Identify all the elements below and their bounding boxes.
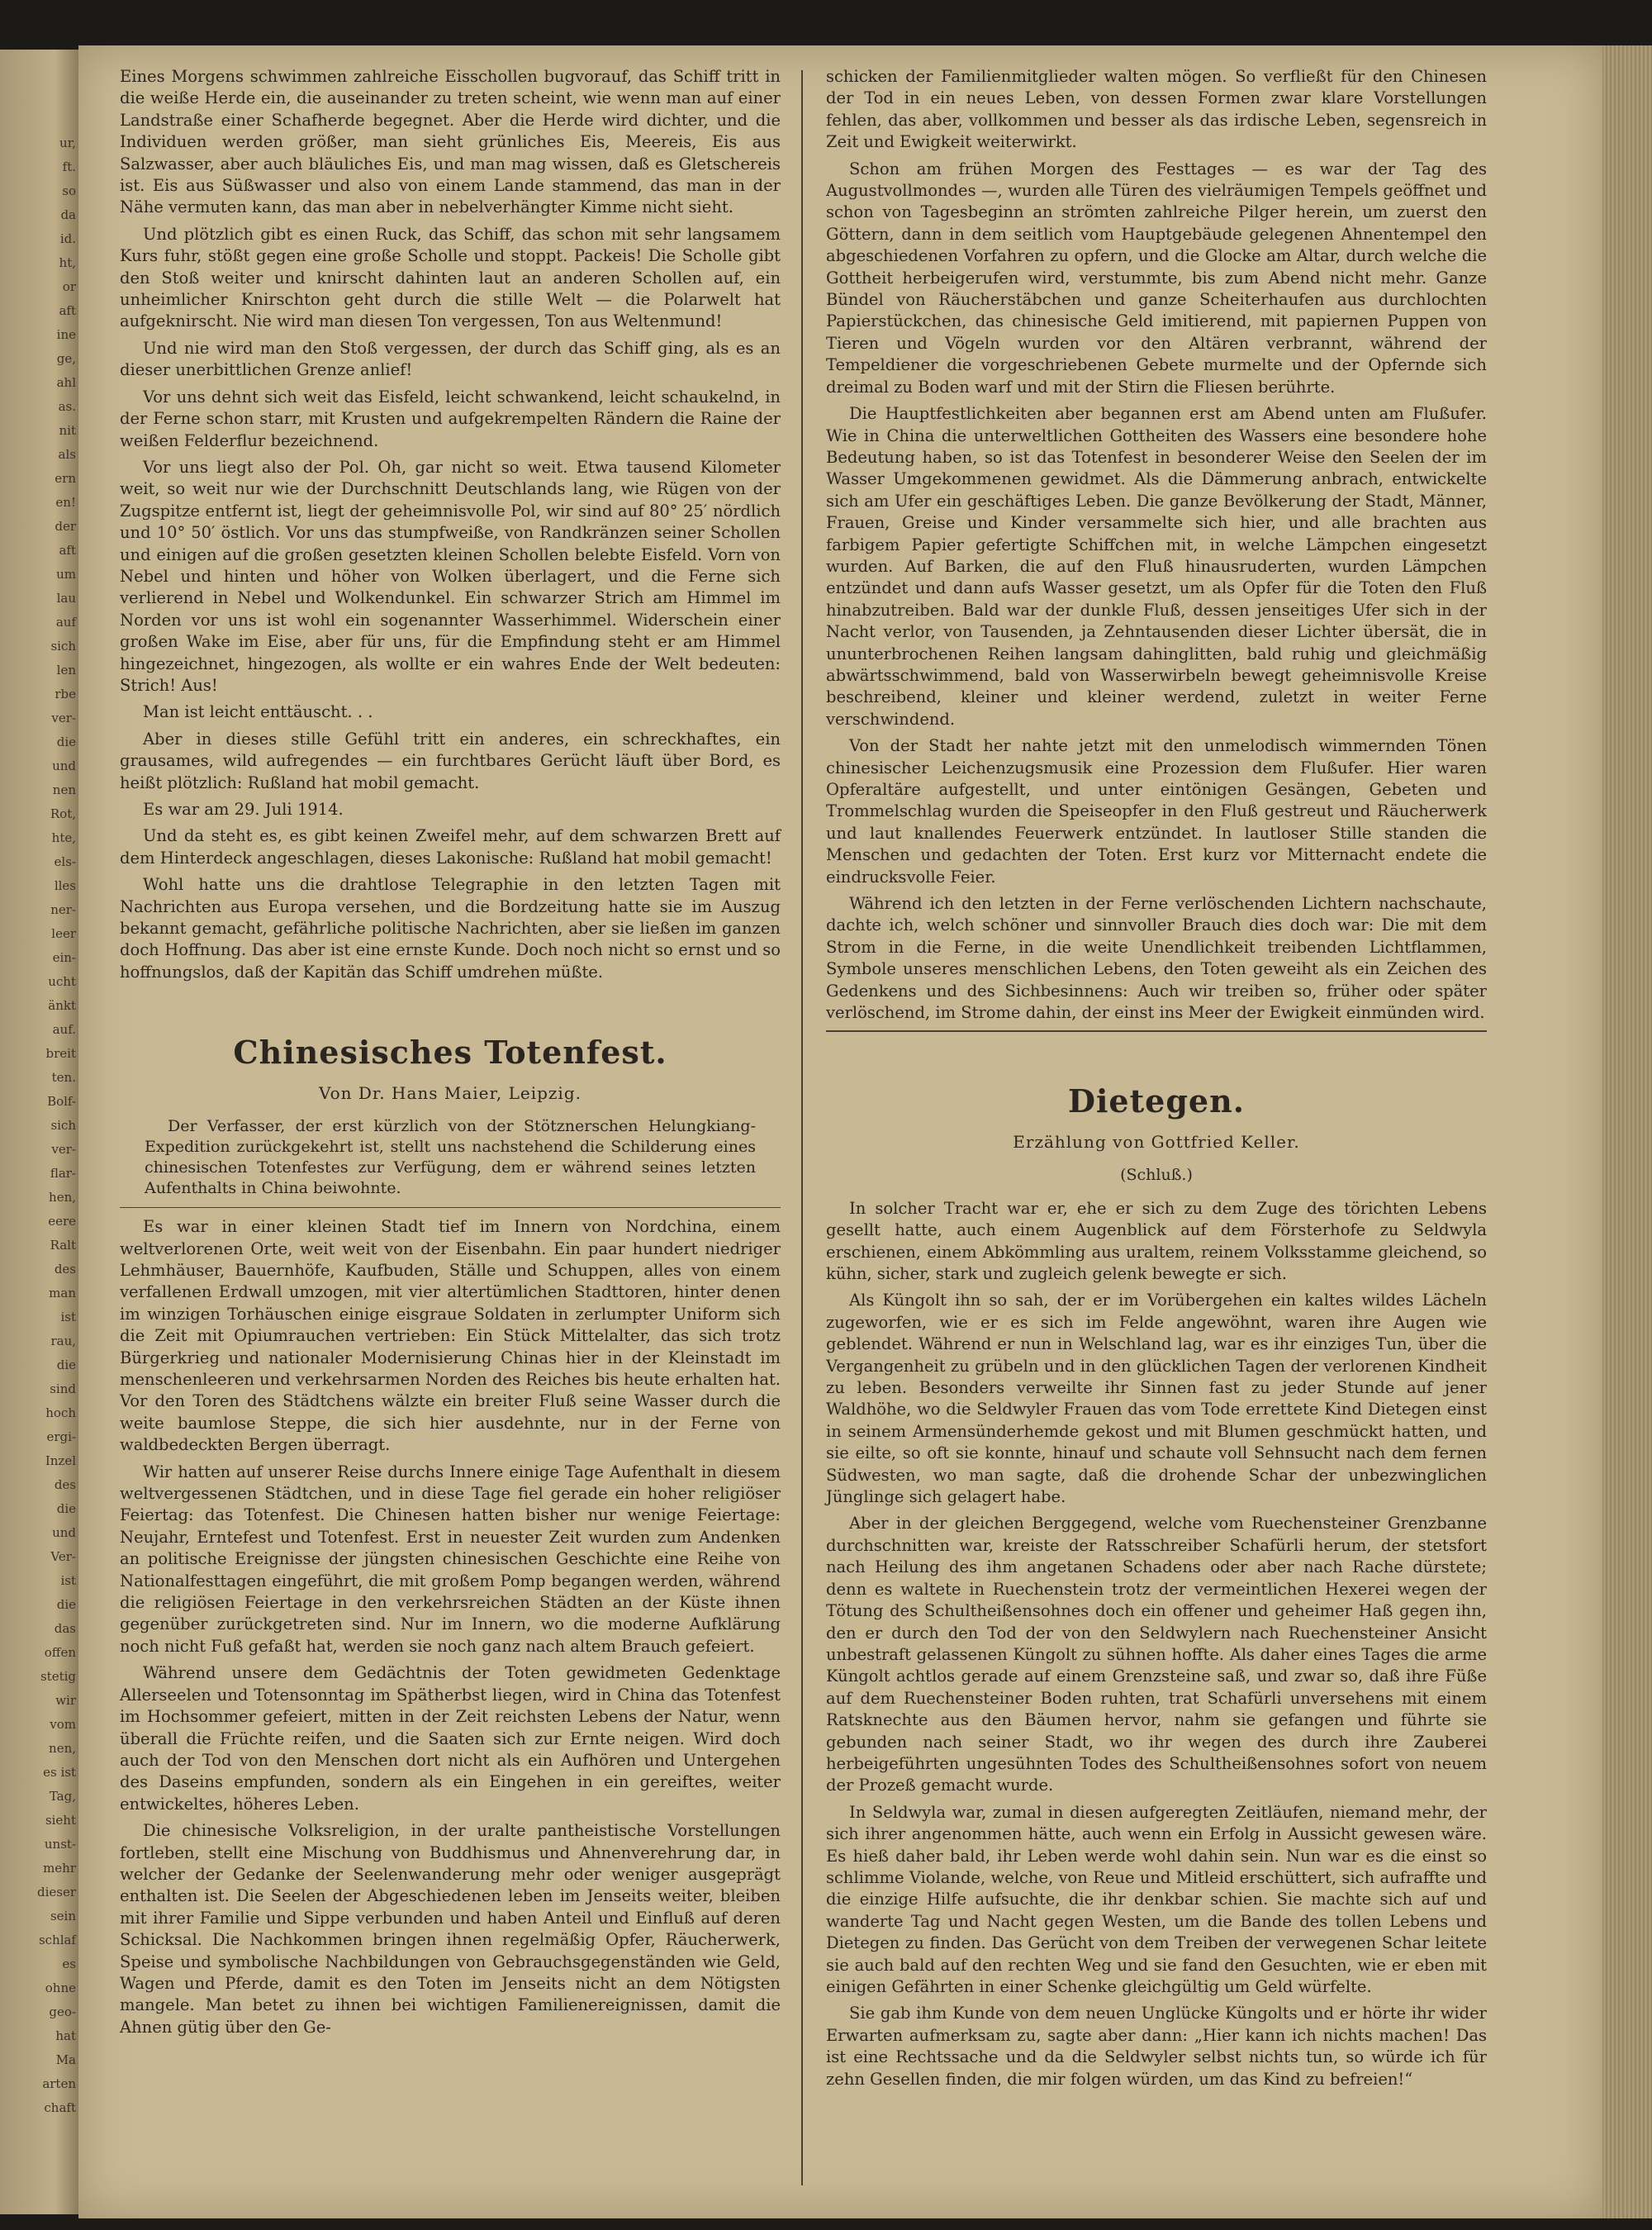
previous-page-fragment: ist bbox=[60, 1310, 76, 1324]
previous-page-margin bbox=[0, 50, 78, 2214]
previous-page-fragment: die bbox=[56, 1357, 76, 1372]
previous-page-fragment: ver- bbox=[51, 1142, 76, 1157]
article-paragraph: Und plötzlich gibt es einen Ruck, das Schiff, das schon mit sehr langsamem Kurs fuhr, stößt gegen eine große Scholle und stoppt. Packeis! Die Scholle gibt den Stoß weiter und knirscht dahinten laut an anderen Schollen auf, ein unheimlicher Knirschton geht durch die stille Welt — die Polarwelt hat aufgeknirscht. Nie wird man diesen Ton vergessen, Ton aus Weltenmund! bbox=[120, 224, 781, 331]
previous-page-fragment: auf. bbox=[52, 1022, 76, 1037]
previous-page-fragment: ahl bbox=[56, 375, 76, 390]
previous-page-fragment: um bbox=[56, 567, 76, 582]
previous-page-fragment: Ver- bbox=[50, 1549, 76, 1564]
previous-page-fragment: Ma bbox=[55, 2052, 76, 2067]
previous-page-fragment: mehr bbox=[43, 1861, 76, 1876]
totenfest-continued bbox=[826, 66, 1487, 1024]
editorial-intro bbox=[145, 1116, 756, 1199]
previous-page-fragment: die bbox=[56, 735, 76, 749]
right-column bbox=[826, 66, 1487, 2095]
previous-page-fragment: es ist bbox=[43, 1765, 76, 1780]
polar-article bbox=[120, 66, 781, 983]
previous-page-fragment: ur, bbox=[59, 136, 76, 150]
previous-page-fragment: die bbox=[56, 1597, 76, 1612]
previous-page-fragment: der bbox=[55, 519, 76, 534]
previous-page-fragment: lau bbox=[56, 591, 76, 606]
previous-page-fragment: ht, bbox=[59, 255, 76, 270]
previous-page-fragment: sein bbox=[50, 1909, 76, 1923]
previous-page-fragment: nit bbox=[59, 423, 76, 438]
story-paragraph: Sie gab ihm Kunde von dem neuen Unglücke Küngolts und er hörte ihr wider Erwarten aufmerksam zu, sagte aber dann: „Hier kann ich nichts machen! Das ist eine Rechtssache und da die Seldwyler selbst nichts tun, so würde ich für zehn Gesellen finden, die mir folgen würden, um das Kind zu befreien!“ bbox=[826, 2004, 1487, 2089]
story-byline: Erzählung von Gottfried Keller. bbox=[1013, 1131, 1300, 1152]
article-paragraph: Von der Stadt her nahte jetzt mit den unmelodisch wimmernden Tönen chinesischer Leichenzugsmusik eine Prozession dem Flußufer. Hier waren Opferaltäre aufgestellt, und unter eintönigen Gesängen, Gebeten und Trommelschlag wurden die Speiseopfer in den Fluß gestreut und Räucherwerk und laut knallendes Feuerwerk entzündet. In lautloser Stille standen die Menschen und gedachten der Toten. Erst kurz vor Mitternacht endete die eindrucksvolle Feier. bbox=[826, 736, 1487, 887]
previous-page-fragment: en! bbox=[55, 495, 76, 510]
previous-page-fragment: sind bbox=[50, 1381, 76, 1396]
article-paragraph: Während ich den letzten in der Ferne verlöschenden Lichtern nachschaute, dachte ich, welch schöner und sinnvoller Brauch dies doch war: Die mit dem Strom in die Ferne, in die weite Unendlichkeit treibenden Lichtflammen, Symbole unseres menschlichen Lebens, den Toten geweiht als ein Zeichen des Gedenkens und des Sichbesinnens: Auch wir treiben so, früher oder später verlöschend, im Strome dahin, der einst ins Meer der Ewigkeit einmünden wird. bbox=[826, 894, 1487, 1023]
dietegen-story bbox=[826, 1198, 1487, 2090]
article-paragraph: Es war in einer kleinen Stadt tief im Innern von Nordchina, einem weltverlorenen Orte, weit weit von der Eisenbahn. Ein paar hundert niedriger Lehmhäuser, Bauernhöfe, Kaufbuden, Ställe und Schuppen, alles von einem verfallenen Erdwall umzogen, mit vier altertümlichen Stadttoren, hinter denen im winzigen Torhäuschen einige eisgraue Soldaten in zerlumpter Uniform sich die Zeit mit Opiumrauchen vertrieben: Ein Stück Mittelalter, das sich trotz Bürgerkrieg und nationaler Modernisierung Chinas hier in der Kleinstadt im menschenleeren und verkehrsarmen Norden des Reiches bis heute erhalten hat. Vor den Toren des Städtchens wälzte ein breiter Fluß seine Wasser durch die weite baumlose Steppe, die sich hier ausdehnte, nur in der Ferne von waldbedeckten Bergen überragt. bbox=[120, 1217, 781, 1455]
left-column bbox=[120, 66, 781, 2043]
previous-page-fragment: änkt bbox=[48, 998, 76, 1013]
previous-page-fragment: aft bbox=[59, 303, 76, 318]
article-byline: Von Dr. Hans Maier, Leipzig. bbox=[319, 1083, 582, 1104]
previous-page-fragment: sieht bbox=[45, 1813, 76, 1828]
previous-page-fragment: als bbox=[58, 447, 76, 462]
article-paragraph: Vor uns dehnt sich weit das Eisfeld, leicht schwankend, leicht schaukelnd, in der Ferne schon starr, mit Krusten und aufgekrempelten Rändern die Raine der weißen Felderflur bezeichnend. bbox=[120, 387, 781, 450]
previous-page-fragment: Tag, bbox=[49, 1789, 76, 1804]
previous-page-fragment: ge, bbox=[56, 351, 76, 366]
previous-page-fragment: ist bbox=[60, 1573, 76, 1588]
previous-page-fragment: ein- bbox=[52, 950, 76, 965]
previous-page-fragment: as. bbox=[58, 399, 76, 414]
previous-page-fragment: nen bbox=[52, 782, 76, 797]
previous-page-fragment: des bbox=[54, 1262, 76, 1277]
page-edge-stack bbox=[1602, 45, 1652, 2218]
previous-page-fragment: nen, bbox=[49, 1741, 76, 1756]
previous-page-fragment: es bbox=[62, 1957, 76, 1971]
previous-page-fragment: ver- bbox=[51, 711, 76, 725]
previous-page-fragment: Ralt bbox=[50, 1238, 76, 1253]
previous-page-fragment: leer bbox=[51, 926, 76, 941]
previous-page-fragment: das bbox=[54, 1621, 76, 1636]
previous-page-fragment: auf bbox=[55, 615, 76, 630]
story-headline: Dietegen. bbox=[1068, 1082, 1245, 1120]
previous-page-fragment: aft bbox=[59, 543, 76, 558]
section-divider bbox=[120, 1207, 781, 1209]
story-paragraph: In solcher Tracht war er, ehe er sich zu dem Zuge des törichten Lebens gesellt hatte, auch einem Augenblick auf dem Försterhofe zu Seldwyla erschienen, einem Abkömmling aus uraltem, reinem Volksstamme gleichend, so kühn, sicher, stark und zugleich gelenk bewegte er sich. bbox=[826, 1198, 1487, 1283]
column-rule bbox=[801, 70, 803, 2185]
previous-page-fragment: hte, bbox=[51, 830, 76, 845]
previous-page-fragment: rau, bbox=[50, 1334, 76, 1348]
previous-page-fragment: wir bbox=[55, 1693, 76, 1708]
previous-page-fragment: so bbox=[62, 183, 76, 198]
article-paragraph: Wohl hatte uns die drahtlose Telegraphie in den letzten Tagen mit Nachrichten aus Europa versehen, und die Bordzeitung hatte sie im Auszug bekannt gemacht, gefährliche politische Nachrichten, aber sie ließen im ganzen doch Hoffnung. Das aber ist eine ernste Kunde. Doch noch nicht so ernst und so hoffnungslos, daß der Kapitän das Schiff umdrehen müßte. bbox=[120, 875, 781, 982]
story-part-label: (Schluß.) bbox=[1120, 1166, 1193, 1185]
previous-page-fragment: hoch bbox=[45, 1405, 76, 1420]
previous-page-fragment: ucht bbox=[48, 974, 76, 989]
previous-page-fragment: ner- bbox=[50, 902, 76, 917]
previous-page-fragment: vom bbox=[50, 1717, 76, 1732]
previous-page-fragment: des bbox=[54, 1477, 76, 1492]
previous-page-fragment: id. bbox=[59, 231, 76, 246]
previous-page-fragment: len bbox=[56, 663, 76, 678]
previous-page-fragment: eere bbox=[48, 1214, 76, 1229]
previous-page-fragment: flar- bbox=[50, 1166, 76, 1181]
previous-page-fragment: schlaf bbox=[38, 1933, 76, 1947]
previous-page-fragment: els- bbox=[54, 854, 76, 869]
previous-page-fragment: die bbox=[56, 1501, 76, 1516]
previous-page-fragment: offen bbox=[44, 1645, 76, 1660]
article-paragraph: Vor uns liegt also der Pol. Oh, gar nicht so weit. Etwa tausend Kilometer weit, so weit nur wie der Durchschnitt Deutschlands lang, wie Rügen von der Zugspitze entfernt ist, liegt der geheimnisvolle Pol, wir sind auf 80° 25′ nördlich und 10° 50′ östlich. Vor uns das stumpfweiße, von Randkränzen seiner Schollen und einigen auf die großen gesetzten kleinen Schollen belebte Eisfeld. Vorn von Nebel und hinten und höher von Wolken überlagert, und die Ferne sich verlierend in Nebel und Wolkendunkel. Ein schwarzer Strich am Himmel im Norden vor uns ist wohl ein sogenannter Wasserhimmel. Widerschein einer großen Wake im Eise, aber für uns, für die Empfindung steht er am Himmel hingezeichnet, hingezogen, als wollte er ein wahres Ende der Welt bedeuten: Strich! Aus! bbox=[120, 457, 781, 695]
previous-page-fragment: ft. bbox=[62, 159, 76, 174]
previous-page-fragment: or bbox=[62, 279, 76, 294]
previous-page-fragment: hen, bbox=[49, 1190, 76, 1205]
previous-page-fragment: unst- bbox=[44, 1837, 76, 1852]
story-paragraph: Als Küngolt ihn so sah, der er im Vorübergehen ein kaltes wildes Lächeln zugeworfen, wie er es sich im Felde angewöhnt, waren ihre Augen wie geblendet. Während er nun in Welschland lag, war es ihr einziges Tun, über die Vergangenheit zu grübeln und in den glücklichen Tagen der verlorenen Kindheit zu leben. Besonders verweilte ihr Sinnen fast zu jeder Stunde auf jener Waldhöhe, wo die Seldwyler Frauen das vom Tode errettete Kind Dietegen einst in seinem Armensünderhemde gekost und mit Blumen geschmückt hatten, und sie eilte, so oft sie konnte, hinauf und schaute voll Sehnsucht nach dem fernen Südwesten, wo man sagte, daß die drohende Schar der unbezwinglichen Jünglinge sich gelagert habe. bbox=[826, 1291, 1487, 1507]
previous-page-fragment: lles bbox=[54, 878, 76, 893]
previous-page-fragment: und bbox=[52, 1525, 76, 1540]
previous-page-fragment: Bolf- bbox=[47, 1094, 76, 1109]
article-paragraph: Aber in dieses stille Gefühl tritt ein anderes, ein schreckhaftes, ein grausames, wild aufregendes — ein furchtbares Gerücht läuft über Bord, es heißt plötzlich: Rußland hat mobil gemacht. bbox=[120, 729, 781, 792]
previous-page-fragment: sich bbox=[50, 639, 76, 654]
article-paragraph: Eines Morgens schwimmen zahlreiche Eisschollen bugvorauf, das Schiff tritt in die weiße Herde ein, die auseinander zu treten scheint, wie wenn man auf einer Landstraße einer Schafherde begegnet. Aber die Herde wird dichter, und die Individuen werden größer, man sieht grünliches Eis, Meereis, Eis aus Salzwasser, aber auch bläuliches Eis, und man mag wissen, daß es Gletschereis ist. Eis aus Süßwasser und also von einem Lande stammend, das man in der Nähe vermuten kann, das man aber in nebelverhängter Kimme nicht sieht. bbox=[120, 67, 781, 217]
previous-page-fragment: rbe bbox=[55, 687, 76, 701]
article-paragraph: Und nie wird man den Stoß vergessen, der durch das Schiff ging, als es an dieser unerbittlichen Grenze anlief! bbox=[120, 338, 781, 380]
previous-page-fragment: ine bbox=[56, 327, 76, 342]
article-paragraph: Es war am 29. Juli 1914. bbox=[143, 800, 344, 819]
article-paragraph: Schon am frühen Morgen des Festtages — es war der Tag des Augustvollmondes —, wurden alle Türen des vielräumigen Tempels geöffnet und schon von Tagesbeginn an strömten zahlreiche Pilger herein, um zuerst den Göttern, dann in dem seitlich vom Hauptgebäude gelegenen Ahnentempel den abgeschiedenen Vorfahren zu opfern, und die Glocke am Altar, durch welche die Gottheit herbeigerufen wird, verstummte, bis zum Abend nicht mehr. Ganze Bündel von Räucherstäbchen und ganze Scheiterhaufen aus durchlochten Papierstückchen, das chinesische Geld imitierend, mit papiernen Puppen von Tieren und Vögeln wurden vor den Altären verbrannt, während der Tempeldiener die vorgeschriebenen Gebete murmelte und der Opfernde sich dreimal zu Boden warf und mit der Stirn die Fliesen berührte. bbox=[826, 159, 1487, 397]
previous-page-fragment: Inzel bbox=[45, 1453, 76, 1468]
previous-page-fragment: breit bbox=[45, 1046, 76, 1061]
totenfest-article bbox=[120, 1216, 781, 2038]
previous-page-fragment: ergi- bbox=[46, 1429, 76, 1444]
previous-page-fragment: und bbox=[52, 758, 76, 773]
previous-page-fragment: Rot, bbox=[50, 806, 76, 821]
previous-page-fragment: man bbox=[49, 1286, 76, 1300]
previous-page-fragment: arten bbox=[42, 2076, 76, 2091]
article-paragraph: Während unsere dem Gedächtnis der Toten gewidmeten Gedenktage Allerseelen und Totensonntag im Spätherbst liegen, wird in China das Totenfest im Hochsommer gefeiert, mitten in der Zeit reichsten Lebens der Natur, wenn überall die Früchte reifen, und die Saaten sich zur Ernte neigen. Wird doch auch der Tod von den Menschen dort nicht als ein Aufhören und Untergehen des Daseins empfunden, sondern als ein Eingehen in ein gereiftes, weiter entwickeltes, höheres Leben. bbox=[120, 1663, 781, 1814]
previous-page-fragment: stetig bbox=[40, 1669, 76, 1684]
previous-page-fragment: ten. bbox=[51, 1070, 76, 1085]
previous-page-fragment: sich bbox=[50, 1118, 76, 1133]
article-paragraph: Und da steht es, es gibt keinen Zweifel mehr, auf dem schwarzen Brett auf dem Hinterdeck angeschlagen, dieses Lakonische: Rußland hat mobil gemacht! bbox=[120, 826, 781, 868]
article-paragraph: Die chinesische Volksreligion, in der uralte pantheistische Vorstellungen fortleben, stellt eine Mischung von Buddhismus und Ahnenverehrung dar, in welcher der Gedanke der Seelenwanderung mehr oder weniger ausgeprägt enthalten ist. Die Seelen der Abgeschiedenen leben im Jenseits weiter, bleiben mit ihrer Familie und Sippe verbunden und haben Anteil und Einfluß auf deren Schicksal. Die Nachkommen bringen ihnen regelmäßig Opfer, Räucherwerk, Speise und symbolische Nachbildungen von Gebrauchsgegenständen wie Geld, Wagen und Pferde, damit es den Toten im Jenseits nicht an dem Nötigsten mangele. Man betet zu ihnen bei wichtigen Familienereignissen, damit die Ahnen gütig über den Ge- bbox=[120, 1821, 781, 2037]
article-paragraph: Wir hatten auf unserer Reise durchs Innere einige Tage Aufenthalt in diesem weltvergessenen Städtchen, und in diese Tage fiel gerade ein hoher religiöser Feiertag: das Totenfest. Die Chinesen hatten bisher nur wenige Feiertage: Neujahr, Erntefest und Totenfest. Erst in neuester Zeit wurden zum Andenken an politische Ereignisse der jüngsten chinesischen Geschichte eine Reihe von Nationalfesttagen eingeführt, die mit großem Pomp begangen werden, während die religiösen Feiertage in den verkehrsreichen Städten an der Küste ihnen gegenüber zurückgetreten sind. Nur im Innern, wo die moderne Aufklärung noch nicht Fuß gefaßt hat, werden sie noch ganz nach altem Brauch gefeiert. bbox=[120, 1462, 781, 1656]
previous-page-fragment: chaft bbox=[44, 2100, 76, 2115]
previous-page-fragment: ohne bbox=[45, 1980, 76, 1995]
story-paragraph: In Seldwyla war, zumal in diesen aufgeregten Zeitläufen, niemand mehr, der sich ihrer angenommen hätte, auch wenn ein Erfolg in Aussicht gewesen wäre. Es hieß daher bald, ihr Leben werde wohl dahin sein. Nun war es die einst so schlimme Violande, welche, von Reue und Mitleid erschüttert, sich aufraffte und die einzige Hilfe aufsuchte, die ihr denkbar schien. Sie machte sich auf und wanderte Tag und Nacht gegen Westen, um die Bande des tollen Lebens und Dietegen zu finden. Das Gerücht von dem Treiben der verwegenen Schar leitete sie auch bald auf den rechten Weg und sie fand den Gesuchten, wie er eben mit einigen Gefährten in einer Schenke gleichgültig um Geld würfelte. bbox=[826, 1802, 1487, 1996]
article-headline: Chinesisches Totenfest. bbox=[233, 1034, 667, 1072]
article-paragraph: schicken der Familienmitglieder walten mögen. So verfließt für den Chinesen der Tod in ein neues Leben, von dessen Formen zwar klare Vorstellungen fehlen, das aber, vollkommen und besser als das irdische Leben, segensreich in Zeit und Ewigkeit weiterwirkt. bbox=[826, 67, 1487, 152]
previous-page-fragment: da bbox=[60, 207, 76, 222]
previous-page-fragment: geo- bbox=[49, 2004, 76, 2019]
story-paragraph: Aber in der gleichen Berggegend, welche vom Ruechensteiner Grenzbanne durchschnitten war, kreiste der Ratsschreiber Schafürli herum, der stetsfort nach Heilung des ihm angetanen Schadens oder aber nach Rache dürstete; denn es waltete in Ruechenstein trotz der vermeintlichen Hexerei wegen der Tötung des Schultheißensohnes doch ein offener und geheimer Haß gegen ihn, den er durch den Tod der von den Seldwylern nach Ruechensteiner Ansicht unbestraft gelassenen Küngolt zu sühnen hoffte. Als daher eines Tages die arme Küngolt achtlos gerade auf einem Grenzsteine saß, und zwar so, daß ihre Füße auf dem Ruechensteiner Boden ruhten, trat Schafürli unversehens mit einem Ratsknechte aus den Bäumen hervor, nahm sie gefangen und führte sie gebunden nach seiner Stadt, wo ihr wegen des durch ihre Zauberei herbeigeführten ungesühnten Todes des Schultheißensohnes sofort von neuem der Prozeß gemacht wurde. bbox=[826, 1514, 1487, 1795]
article-paragraph: Die Hauptfestlichkeiten aber begannen erst am Abend unten am Flußufer. Wie in China die unterweltlichen Gottheiten des Wassers eine besondere hohe Bedeutung haben, so ist das Totenfest in besonderer Weise den Seelen der im Wasser Umgekommenen gewidmet. Als die Dämmerung anbrach, entwickelte sich am Ufer ein geschäftiges Leben. Die ganze Bevölkerung der Stadt, Männer, Frauen, Greise und Kinder versammelte sich hier, und alle brachten aus farbigem Papier gefertigte Schiffchen mit, in welche Lämpchen eingesetzt wurden. Auf Barken, die auf den Fluß hinausruderten, wurden Lämpchen entzündet und dann aufs Wasser gesetzt, um als Opfer für die Toten den Fluß hinabzutreiben. Bald war der dunkle Fluß, dessen jenseitiges Ufer sich in der Nacht verlor, von Tausenden, ja Zehntausenden dieser Lichter übersät, die in ununterbrochenen Reihen langsam dahinglitten, bald ruhig und gleichmäßig abwärtsschwimmend, bald von Wasserwirbeln bewegt geheimnisvolle Kreise beschreibend, kleiner und kleiner werdend, zuletzt in weiter Ferne verschwindend. bbox=[826, 404, 1487, 729]
section-divider bbox=[826, 1030, 1487, 1032]
intro-text: Der Verfasser, der erst kürzlich von der Stötznerschen Helungkiang-Expedition zurückgekehrt ist, stellt uns nachstehend die Schilderung eines chinesischen Totenfestes zur Verfügung, dem er während seines letzten Aufenthalts in China beiwohnte. bbox=[145, 1116, 756, 1197]
previous-page-fragment: ern bbox=[55, 471, 76, 486]
previous-page-fragment: dieser bbox=[36, 1885, 76, 1900]
previous-page-fragment: hat bbox=[55, 2028, 76, 2043]
article-paragraph: Man ist leicht enttäuscht. . . bbox=[143, 702, 373, 722]
